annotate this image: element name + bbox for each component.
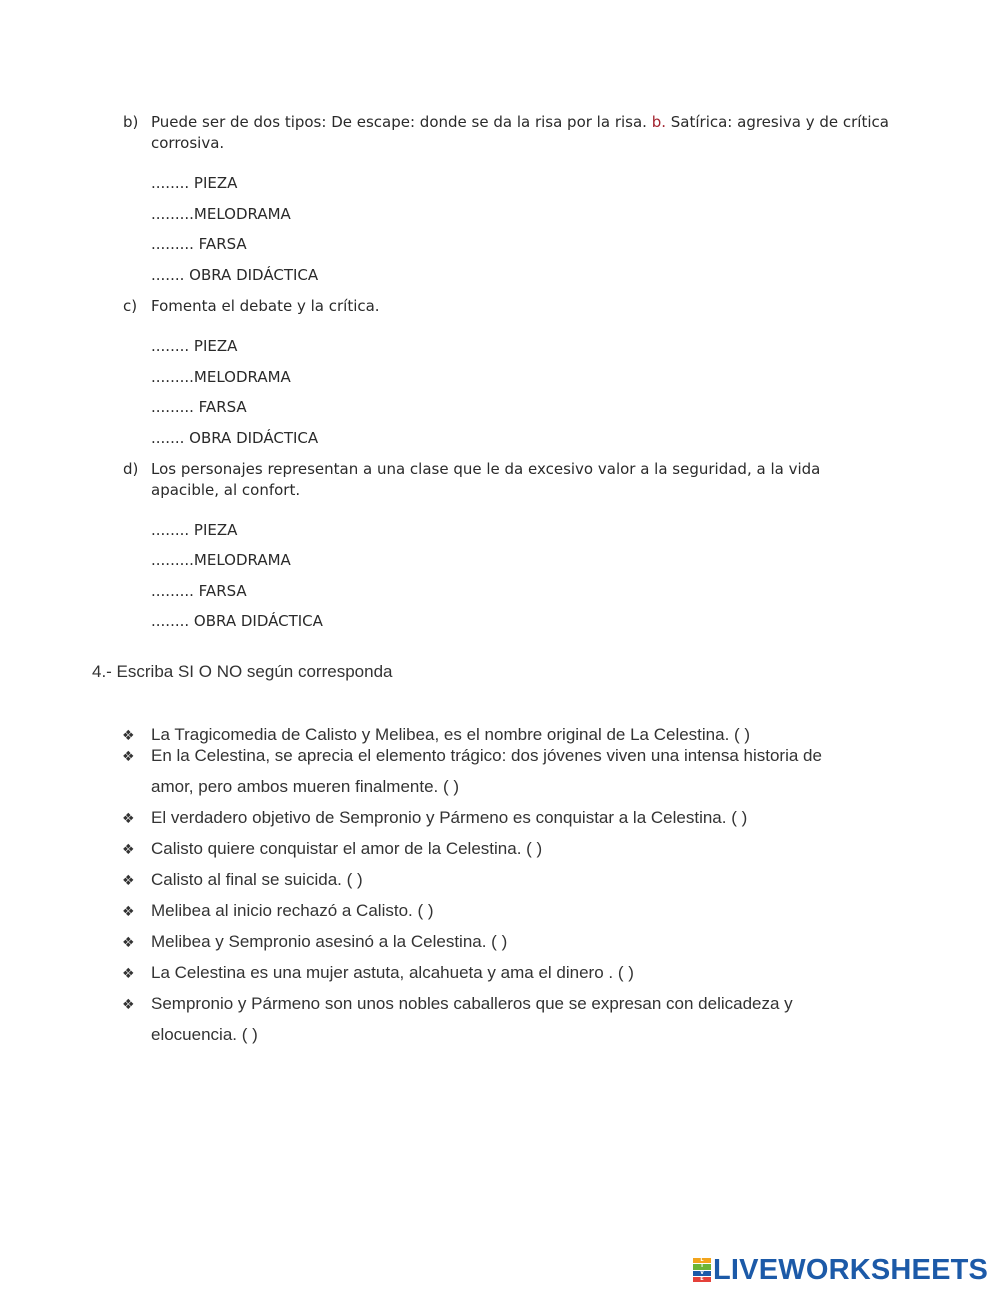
question-d-option-obra-didactica: ........ OBRA DIDÁCTICA bbox=[151, 612, 323, 630]
statement-2-line-1: En la Celestina, se aprecia el elemento trágico: dos jóvenes viven una intensa historia de bbox=[151, 746, 822, 765]
question-c-option-melodrama: .........MELODRAMA bbox=[151, 368, 291, 386]
statement-7: Melibea y Sempronio asesinó a la Celestina. ( ) bbox=[151, 932, 508, 951]
liveworksheets-logo-text: LIVEWORKSHEETS bbox=[713, 1253, 989, 1286]
logo-mark-letter-v: V bbox=[693, 1271, 711, 1276]
bullet-icon: ❖ bbox=[122, 966, 135, 982]
question-b-option-farsa: ......... FARSA bbox=[151, 235, 247, 253]
section-4-title: 4.- Escriba SI O NO según corresponda bbox=[92, 662, 393, 681]
statement-9-line-2: elocuencia. ( ) bbox=[151, 1025, 258, 1044]
statement-1: La Tragicomedia de Calisto y Melibea, es el nombre original de La Celestina. ( ) bbox=[151, 725, 751, 744]
bullet-icon: ❖ bbox=[122, 904, 135, 920]
statement-6: Melibea al inicio rechazó a Calisto. ( ) bbox=[151, 901, 434, 920]
logo-mark-letter-i: I bbox=[693, 1264, 711, 1269]
question-b-text-part1: Puede ser de dos tipos: De escape: donde se da la risa por la risa. bbox=[151, 113, 652, 131]
liveworksheets-logo bbox=[693, 1253, 989, 1286]
question-b-letter: b) bbox=[123, 113, 139, 131]
question-c-letter: c) bbox=[123, 297, 138, 315]
question-d-letter: d) bbox=[123, 460, 139, 478]
question-b-option-melodrama: .........MELODRAMA bbox=[151, 205, 291, 223]
question-b-text bbox=[151, 112, 911, 154]
statement-9-line-1: Sempronio y Pármeno son unos nobles caballeros que se expresan con delicadeza y bbox=[151, 994, 793, 1013]
question-b-option-pieza: ........ PIEZA bbox=[151, 174, 238, 192]
question-c-option-obra-didactica: ....... OBRA DIDÁCTICA bbox=[151, 429, 319, 447]
bullet-icon: ❖ bbox=[122, 811, 135, 827]
question-d-text: Los personajes representan a una clase que le da excesivo valor a la seguridad, a la vida apacible, al confort. bbox=[151, 460, 821, 499]
logo-mark-letter-e: E bbox=[693, 1277, 711, 1282]
question-d-option-farsa: ......... FARSA bbox=[151, 582, 247, 600]
question-c-option-farsa: ......... FARSA bbox=[151, 398, 247, 416]
question-c-text: Fomenta el debate y la crítica. bbox=[151, 297, 380, 315]
statement-5: Calisto al final se suicida. ( ) bbox=[151, 870, 363, 889]
bullet-icon: ❖ bbox=[122, 728, 135, 744]
statement-8: La Celestina es una mujer astuta, alcahueta y ama el dinero . ( ) bbox=[151, 963, 634, 982]
question-b-text-part2: Satírica: agresiva y de crítica corrosiva. bbox=[151, 113, 889, 152]
bullet-icon: ❖ bbox=[122, 842, 135, 858]
statement-2-line-2: amor, pero ambos mueren finalmente. ( ) bbox=[151, 777, 460, 796]
statement-3: El verdadero objetivo de Sempronio y Pármeno es conquistar a la Celestina. ( ) bbox=[151, 808, 748, 827]
question-d-option-melodrama: .........MELODRAMA bbox=[151, 551, 291, 569]
bullet-icon: ❖ bbox=[122, 997, 135, 1013]
bullet-icon: ❖ bbox=[122, 873, 135, 889]
question-d-option-pieza: ........ PIEZA bbox=[151, 521, 238, 539]
question-c-option-pieza: ........ PIEZA bbox=[151, 337, 238, 355]
statement-4: Calisto quiere conquistar el amor de la Celestina. ( ) bbox=[151, 839, 543, 858]
bullet-icon: ❖ bbox=[122, 935, 135, 951]
bullet-icon: ❖ bbox=[122, 749, 135, 765]
logo-mark-letter-l: L bbox=[693, 1258, 711, 1263]
question-b-option-obra-didactica: ....... OBRA DIDÁCTICA bbox=[151, 266, 319, 284]
liveworksheets-logo-mark bbox=[693, 1258, 711, 1282]
question-b-red-marker: b. bbox=[651, 113, 666, 131]
